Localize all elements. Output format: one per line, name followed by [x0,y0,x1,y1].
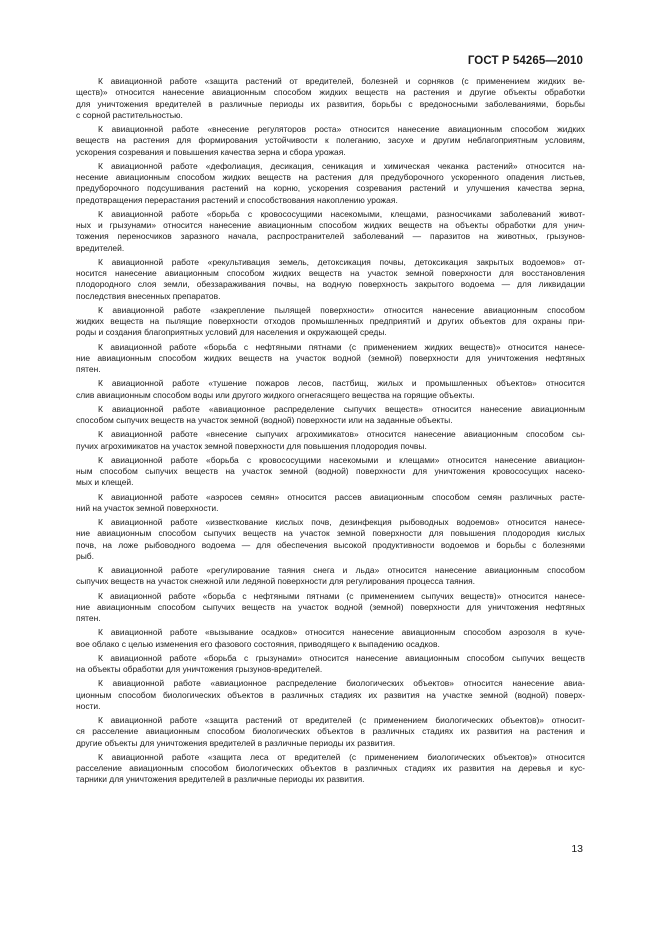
paragraph-line: предуборочного подсушивания растений на корню, ускорения созревания растений и улучшения качества зерна, [76,183,585,194]
paragraph [76,124,585,158]
paragraph-line: К авиационной работе «борьба с нефтяными пятнами (с применением жидких веществ)» относится нанесе- [98,341,585,352]
paragraph-line: жидких веществ на пылящие поверхности отходов промышленных предприятий и других объектов для охраны при- [76,316,585,326]
paragraph-line: предотвращения перерастания растений и способствования накоплению урожая. [76,194,398,205]
paragraph-line: К авиационной работе «борьба с нефтяными пятнами (с применением сыпучих веществ)» относится нанесе- [98,590,585,601]
paragraph-line: почв, на ложе рыбоводного водоема — для обеспечения высокой продуктивности водоемов и борьбы с болезнями [76,539,585,550]
paragraph-line: К авиационной работе «авиационное распределение сыпучих веществ» относится нанесение авиационным [98,403,585,414]
paragraph [76,305,585,339]
paragraph [76,492,585,515]
paragraph-line: последствия внесенных препаратов. [76,290,221,301]
document-standard-header: ГОСТ Р 54265—2010 [467,55,583,67]
paragraph-line: К авиационной работе «защита растений от вредителей, болезней и сорняков (с применением жидких ве- [98,76,585,86]
paragraph-line: К авиационной работе «борьба с грызунами» относится нанесение авиационным способом сыпучих веществ [98,652,585,663]
paragraph-line: ным способом сыпучих веществ на участок земной (водной) поверхности для уничтожения кровососущих насеко- [76,466,585,476]
paragraph-line: К авиационной работе «защита леса от вредителей (с применением биологических объектов)» относится [98,751,585,762]
paragraph [76,715,585,749]
paragraph-line: ся расселение авиационным способом биологических объектов в различных стадиях их развития на растения и [76,726,585,737]
paragraph-line: для уничтожения вредителей в различные периоды их развития, борьбы с вредоносными заболеваниями, борьбы [76,98,585,109]
paragraph-line: роды и создания благоприятных условий для населения и окружающей среды. [76,327,387,338]
paragraph-line: К авиационной работе «вызывание осадков» относится нанесение авиационным способом аэрозоля в куче- [98,627,585,638]
paragraph [76,257,585,302]
paragraph [76,378,585,401]
paragraph-line: К авиационной работе «тушение пожаров лесов, пастбищ, жилых и промышленных объектов» относится [98,378,585,389]
paragraph-line: вое облако с целью изменения его фазового состояния, приводящего к выпадению осадков. [76,638,440,649]
paragraph-line: рыб. [76,550,94,561]
paragraph [76,627,585,650]
paragraph-line: тожения переносчиков заразного начала, распространителей заболеваний — паразитов на животных, грызунов- [76,231,585,242]
paragraph-line: К авиационной работе «известкование кислых почв, дезинфекция рыбоводных водоемов» относится нанесе- [98,517,585,527]
paragraph-line: на объекты обработки для уничтожения грызунов-вредителей. [76,664,323,674]
paragraph-line: ние авиационным способом сыпучих веществ на участок водной (земной) поверхности для уничтожения нефтяных [76,601,585,612]
paragraph [76,678,585,712]
paragraph-line: вредителей. [76,242,125,253]
paragraph-line: ние авиационным способом жидких веществ на участок водной (земной) поверхности для уничтожения нефтяных [76,352,585,363]
paragraph-line: пятен. [76,364,101,374]
paragraph-line: ности. [76,700,101,711]
paragraph-line: К авиационной работе «рекультивация земель, детоксикация почвы, детоксикация закрытых водоемов» от- [98,256,585,267]
paragraph-line: с сорной растительностью. [76,109,183,120]
paragraph-line: ускорения созревания и повышения качества зерна и сбора урожая. [76,146,346,157]
paragraph-line: другие объекты для уничтожения вредителей в различные периоды их развития. [76,737,396,748]
paragraph-line: ний на участок земной поверхности. [76,502,219,513]
paragraph [76,752,585,786]
paragraph-line: К авиационной работе «авиационное распределение биологических объектов» относится нанесение авиа- [98,678,585,689]
paragraph [76,653,585,676]
paragraph [76,76,585,121]
paragraph-line: сыпучих веществ на участок снежной или ледяной поверхности для регулирования процесса таяния. [76,576,476,587]
paragraph-line: К авиационной работе «борьба с кровососущими насекомыми, клещами, разносчиками заболеваний живот- [98,208,585,219]
paragraph-line: носится нанесение авиационным способом жидких веществ на участок земной поверхности для восстановления [76,268,585,278]
paragraph-line: расселение авиационным способом биологических объектов в различных стадиях их развития на деревья и кус- [76,763,585,773]
paragraph-line: К авиационной работе «внесение регуляторов роста» относится нанесение авиационным способом жидких [98,124,585,134]
paragraph-line: пятен. [76,613,101,623]
paragraph-line: веществ на растения для формирования устойчивости к полеганию, засухе и другим неблагоприятным условиям, [76,135,585,146]
paragraph-line: ние авиационным способом сыпучих веществ на участок земной поверхности для повышения плодородия кислых [76,528,585,539]
paragraph-line: К авиационной работе «регулирование таяния снега и льда» относится нанесение авиационным способом [98,565,585,575]
paragraph-line: ных и грызунами» относится нанесение авиационным способом жидких веществ на объекты обработки для унич- [76,220,585,230]
paragraph [76,209,585,254]
paragraph-line: несение авиационным способом жидких веществ на растения для предуборочного ускоренного опадения листьев, [76,172,585,182]
paragraph-line: К авиационной работе «закрепление пылящей поверхности» относится нанесение авиационным способом [98,304,585,315]
paragraph [76,161,585,206]
paragraph [76,565,585,588]
paragraph-line: мых и клещей. [76,477,134,488]
paragraph-line: ществ)» относится нанесение авиационным способом жидких веществ на растения и другие объекты обработки [76,87,585,98]
paragraph-line: К авиационной работе «борьба с кровососущими насекомыми и клещами» относится нанесение авиацион- [98,454,585,465]
paragraph-line: пучих агрохимикатов на участок земной поверхности для повышения плодородия почвы. [76,440,427,451]
paragraph-line: слив авиационным способом воды или другого жидкого огнегасящего вещества на горящие объекты. [76,389,475,400]
paragraph-line: К авиационной работе «защита растений от вредителей (с применением биологических объектов)» относит- [98,715,585,725]
paragraph-line: плодородного слоя земли, обеззараживания почвы, на водную поверхность закрытого водоема — для ликвидации [76,279,585,290]
paragraph-line: ционным способом биологических объектов в различных стадиях их развития на участке земной (водной) поверх- [76,689,585,700]
document-body [76,76,585,789]
paragraph-line: К авиационной работе «внесение сыпучих агрохимикатов» относится нанесение авиационным способом сы- [98,429,585,440]
paragraph [76,517,585,562]
paragraph-line: К авиационной работе «дефолиация, десикация, сеникация и химическая чеканка растений» относится на- [98,160,585,171]
paragraph-line: тарники для уничтожения вредителей в различные периоды их развития. [76,774,365,785]
paragraph [76,404,585,427]
paragraph-line: способом сыпучих веществ на участок земной (водной) поверхности или на заданные объекты. [76,415,453,425]
paragraph [76,455,585,489]
paragraph [76,342,585,376]
paragraph-line: К авиационной работе «аэросев семян» относится рассев авиационным способом семян различных расте- [98,491,585,502]
page-number: 13 [571,843,583,855]
paragraph [76,591,585,625]
paragraph [76,429,585,452]
